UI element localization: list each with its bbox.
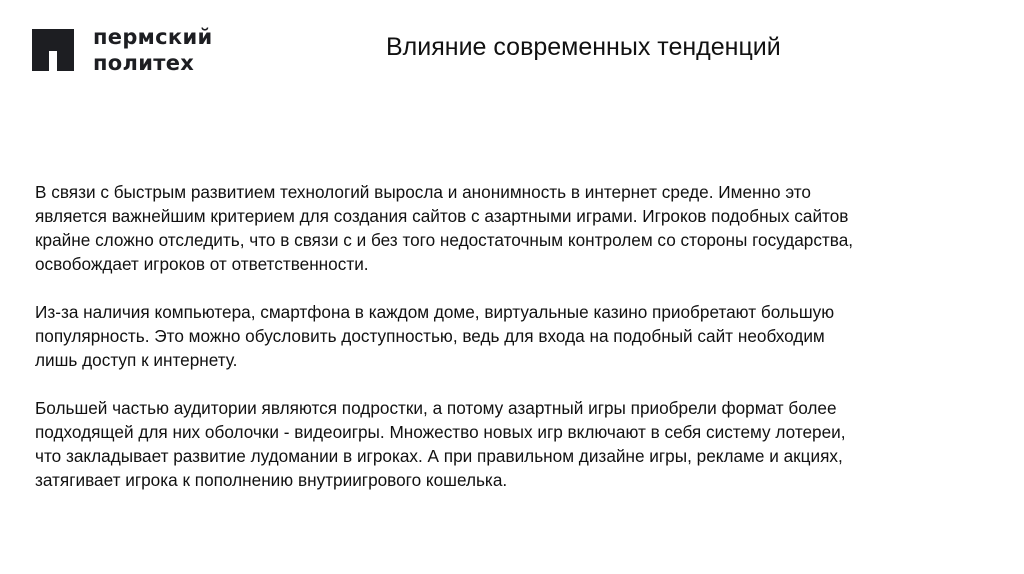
logo-line-2: политех [93, 51, 195, 75]
text-line: освобождает игроков от ответственности. [35, 254, 369, 274]
text-line: В связи с быстрым развитием технологий выросла и анонимность в интернет среде. Именно это [35, 182, 811, 202]
logo-wordmark [93, 24, 212, 76]
text-line: является важнейшим критерием для создания сайтов с азартными играми. Игроков подобных сайтов [35, 206, 849, 226]
university-logo [32, 25, 213, 76]
text-line: крайне сложно отследить, что в связи с и без того недостаточным контролем со стороны государства, [35, 230, 854, 250]
text-line: лишь доступ к интернету. [35, 350, 238, 370]
politech-logo-mark-icon [32, 29, 74, 71]
text-line: Из-за наличия компьютера, смартфона в каждом доме, виртуальные казино приобретают большую [35, 302, 835, 322]
logo-notch [49, 51, 57, 71]
paragraph-availability [35, 300, 995, 372]
paragraph-audience [35, 396, 995, 492]
slide-body [35, 180, 995, 516]
paragraph-anonymity [35, 180, 995, 276]
text-line: Большей частью аудитории являются подростки, а потому азартный игры приобрели формат более [35, 398, 837, 418]
logo-line-1: пермский [93, 25, 213, 49]
text-line: подходящей для них оболочки - видеоигры. Множество новых игр включают в себя систему лотереи, [35, 422, 846, 442]
text-line: что закладывает развитие лудомании в игроках. А при правильном дизайне игры, рекламе и акциях, [35, 446, 843, 466]
text-line: затягивает игрока к пополнению внутриигрового кошелька. [35, 470, 508, 490]
slide-title: Влияние современных тенденций [386, 33, 781, 61]
text-line: популярность. Это можно обусловить доступностью, ведь для входа на подобный сайт необходим [35, 326, 825, 346]
